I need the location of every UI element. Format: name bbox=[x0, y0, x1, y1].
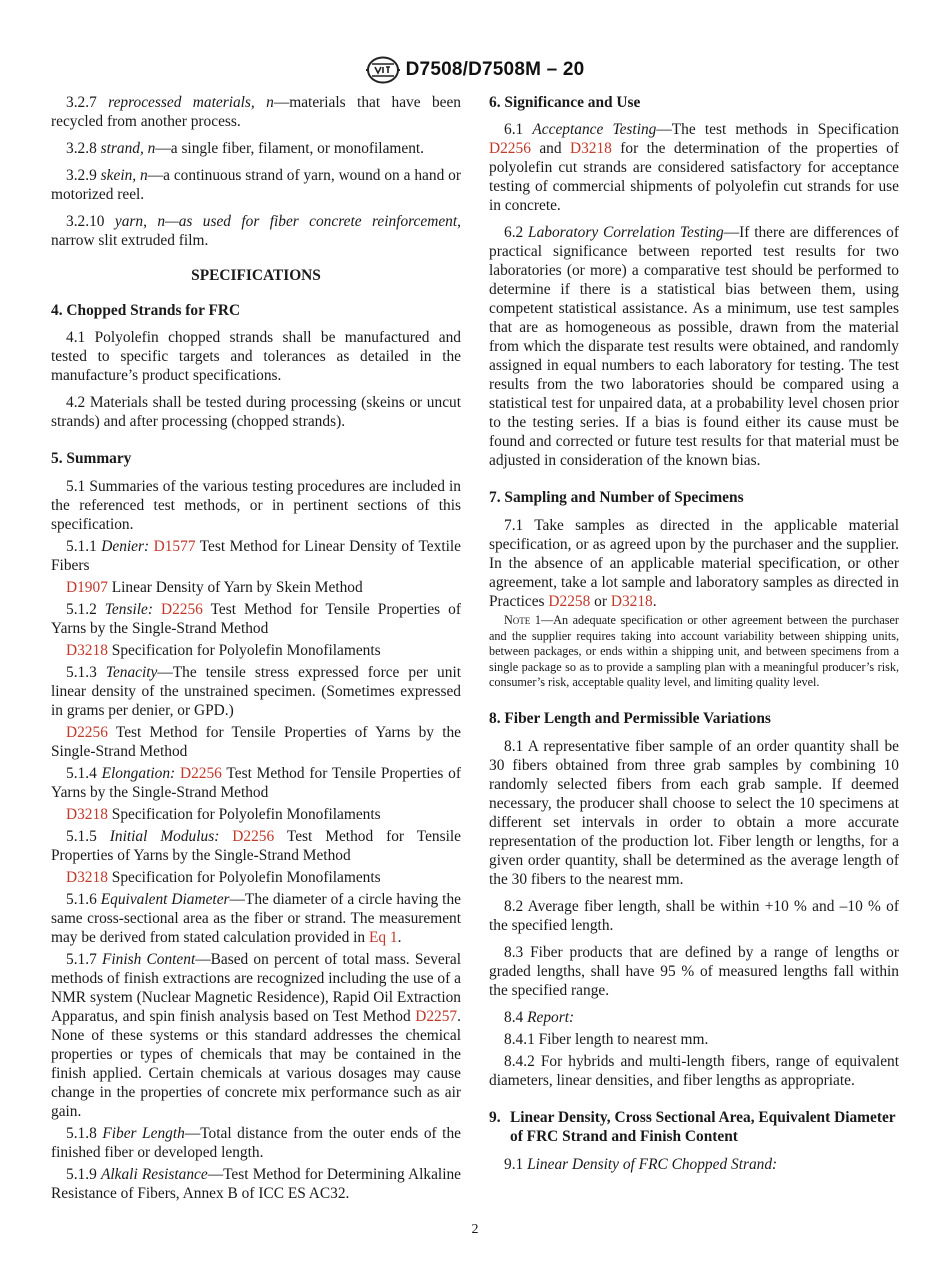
paragraph-5-1-4: 5.1.4 Elongation: D2256 Test Method for Tensile Properties of Yarns by the Single-Strand Method bbox=[51, 765, 461, 801]
paragraph-6-2: 6.2 Laboratory Correlation Testing—If there are differences of practical significance between reported test results for two laboratories (or more) a comparative test should be performed to determine if there is a statistical bias between them, using competent statistical assistance. As a minimum, use test samples that are as homogeneous as possible, drawn from the material from which the disparate test results were obtained, and randomly assigned in equal numbers to each laboratory for testing. The test results from the two laboratories should be compared using a statistical test for unpaired data, at a probability level chosen prior to the testing series. If a bias is found either its cause must be found and corrected or future test results for that material must be adjusted in consideration of the known bias. bbox=[489, 224, 900, 469]
ref-link-d3218[interactable]: D3218 bbox=[66, 869, 108, 886]
paragraph-5-1-6: 5.1.6 Equivalent Diameter—The diameter of a circle having the same cross-sectional area as the fiber or strand. The measurement may be derived from stated calculation provided in Eq 1. bbox=[51, 891, 461, 946]
page-header bbox=[0, 56, 950, 84]
paragraph-5-1-5-b: D3218 Specification for Polyolefin Monofilaments bbox=[66, 869, 381, 886]
paragraph-7-1: 7.1 Take samples as directed in the applicable material specification, or as agreed upon by the purchaser and the supplier. In the absence of an applicable material specification, or other agreement, take a lot sample and laboratory samples as directed in Practices D2258 or D3218. bbox=[489, 517, 899, 610]
paragraph-8-2: 8.2 Average fiber length, shall be within +10 % and –10 % of the specified length. bbox=[489, 897, 899, 934]
ref-link-d2256[interactable]: D2256 bbox=[232, 828, 275, 845]
paragraph-5-1-3-b: D2256 Test Method for Tensile Properties of Yarns by the Single-Strand Method bbox=[51, 724, 461, 760]
paragraph-8-3: 8.3 Fiber products that are defined by a range of lengths or graded lengths, shall have 95 % of measured lengths fall within the specified range. bbox=[489, 943, 899, 999]
ref-link-d1907[interactable]: D1907 bbox=[66, 579, 108, 596]
paragraph-5-1-2-b: D3218 Specification for Polyolefin Monofilaments bbox=[66, 642, 381, 659]
paragraph-8-4-1: 8.4.1 Fiber length to nearest mm. bbox=[504, 1030, 709, 1048]
ref-link-d2256[interactable]: D2256 bbox=[179, 765, 222, 782]
note-1: Note 1—An adequate specification or other agreement between the purchaser and the supplier requires taking into account variability between shipping units, between packages, or ends within a shipping unit, and between specimens from a single package so as to provide a sampling plan with a meaningful producer’s risk, consumer’s risk, acceptable quality level, and limiting quality level. bbox=[489, 613, 899, 689]
page-number: 2 bbox=[471, 1222, 479, 1237]
section-6-heading: 6. Significance and Use bbox=[489, 94, 641, 111]
paragraph-5-1-4-b: D3218 Specification for Polyolefin Monofilaments bbox=[66, 806, 381, 823]
paragraph-5-1-3: 5.1.3 Tenacity—The tensile stress expressed force per unit linear density of the unstrained specimen. (Sometimes expressed in grams per denier, or GPD.) bbox=[51, 664, 461, 719]
ref-link-d3218[interactable]: D3218 bbox=[569, 140, 612, 157]
paragraph-5-1-5: 5.1.5 Initial Modulus: D2256 Test Method for Tensile Properties of Yarns by the Single-Strand Method bbox=[51, 828, 461, 864]
ref-link-d2258[interactable]: D2258 bbox=[548, 593, 591, 610]
paragraph-5-1-1: 5.1.1 Denier: D1577 Test Method for Linear Density of Textile Fibers bbox=[51, 538, 461, 574]
paragraph-5-1: 5.1 Summaries of the various testing procedures are included in the referenced test methods, or in pertinent sections of this specification. bbox=[51, 478, 461, 533]
paragraph-5-1-7: 5.1.7 Finish Content—Based on percent of total mass. Several methods of finish extractions are recognized including the use of a NMR system (Nuclear Magnetic Residence), Rapid Oil Extraction Apparatus, and spin finish analysis based on Test Method D2257. None of these systems or this standard addresses the chemical properties or types of chemicals that may be contained in the finish applied. Certain chemicals at various dosages may cause change in the properties of concrete mix performance such as air gain. bbox=[51, 951, 461, 1120]
paragraph-6-1: 6.1 Acceptance Testing—The test methods in Specification D2256 and D3218 for the determination of the properties of polyolefin cut strands are considered satisfactory for acceptance testing of commercial shipments of polyolefin cut strands for use in concrete. bbox=[489, 121, 900, 214]
left-column bbox=[51, 93, 461, 1203]
ref-link-d2256[interactable]: D2256 bbox=[160, 601, 203, 618]
ref-link-d2257[interactable]: D2257 bbox=[415, 1008, 458, 1025]
ref-link-d3218[interactable]: D3218 bbox=[66, 806, 108, 823]
paragraph-5-1-2: 5.1.2 Tensile: D2256 Test Method for Tensile Properties of Yarns by the Single-Strand Method bbox=[51, 601, 461, 637]
section-9-heading: 9. Linear Density, Cross Sectional Area, Equivalent Diameter of FRC Strand and Finish Content bbox=[489, 1108, 896, 1145]
right-column bbox=[489, 93, 899, 1174]
paragraph-3-2-7: 3.2.7 reprocessed materials, n—materials that have been recycled from another process. bbox=[51, 94, 461, 130]
paragraph-3-2-8: 3.2.8 strand, n—a single fiber, filament, or monofilament. bbox=[66, 140, 425, 157]
paragraph-5-1-1-b: D1907 Linear Density of Yarn by Skein Method bbox=[66, 579, 363, 596]
paragraph-5-1-8: 5.1.8 Fiber Length—Total distance from the outer ends of the finished fiber or developed length. bbox=[51, 1125, 461, 1161]
ref-link-d3218[interactable]: D3218 bbox=[610, 593, 653, 610]
paragraph-9-1: 9.1 Linear Density of FRC Chopped Strand: bbox=[504, 1155, 778, 1173]
paragraph-8-1: 8.1 A representative fiber sample of an order quantity shall be 30 fibers obtained from three grab samples by combining 10 randomly selected fibers from each grab sample. If deemed necessary, the producer shall choose to select the 10 specimens at different set intervals in order to obtain a more accurate representation of the production lot. Fiber length or lengths, for a given order quantity, shall be determined as the average length of the 30 fibers to the nearest mm. bbox=[489, 737, 899, 888]
ref-link-d3218[interactable]: D3218 bbox=[66, 642, 108, 659]
ref-link-eq-1[interactable]: Eq 1 bbox=[368, 929, 398, 946]
paragraph-4-2: 4.2 Materials shall be tested during processing (skeins or uncut strands) and after processing (chopped strands). bbox=[51, 394, 461, 430]
ref-link-d1577[interactable]: D1577 bbox=[153, 538, 196, 555]
section-4-heading: 4. Chopped Strands for FRC bbox=[51, 302, 241, 319]
ref-link-d2256[interactable]: D2256 bbox=[66, 724, 108, 741]
section-5-heading: 5. Summary bbox=[51, 450, 132, 467]
paragraph-3-2-9: 3.2.9 skein, n—a continuous strand of yarn, wound on a hand or motorized reel. bbox=[51, 167, 461, 203]
document-id: D7508/D7508M – 20 bbox=[405, 59, 585, 80]
section-8-heading: 8. Fiber Length and Permissible Variations bbox=[489, 709, 771, 727]
paragraph-3-2-10: 3.2.10 yarn, n—as used for fiber concrete reinforcement, narrow slit extruded film. bbox=[51, 213, 461, 249]
ref-link-d2256[interactable]: D2256 bbox=[489, 140, 531, 157]
section-7-heading: 7. Sampling and Number of Specimens bbox=[489, 489, 744, 506]
paragraph-8-4: 8.4 Report: bbox=[504, 1008, 575, 1026]
specifications-heading: SPECIFICATIONS bbox=[191, 267, 321, 284]
paragraph-5-1-9: 5.1.9 Alkali Resistance—Test Method for Determining Alkaline Resistance of Fibers, Annex B of ICC ES AC32. bbox=[51, 1166, 461, 1202]
paragraph-4-1: 4.1 Polyolefin chopped strands shall be manufactured and tested to specific targets and tolerances as detailed in the manufacture’s product specifications. bbox=[51, 329, 461, 384]
astm-logo-icon bbox=[366, 56, 400, 84]
paragraph-8-4-2: 8.4.2 For hybrids and multi-length fibers, range of equivalent diameters, linear densities, and fiber lengths as appropriate. bbox=[489, 1052, 899, 1089]
